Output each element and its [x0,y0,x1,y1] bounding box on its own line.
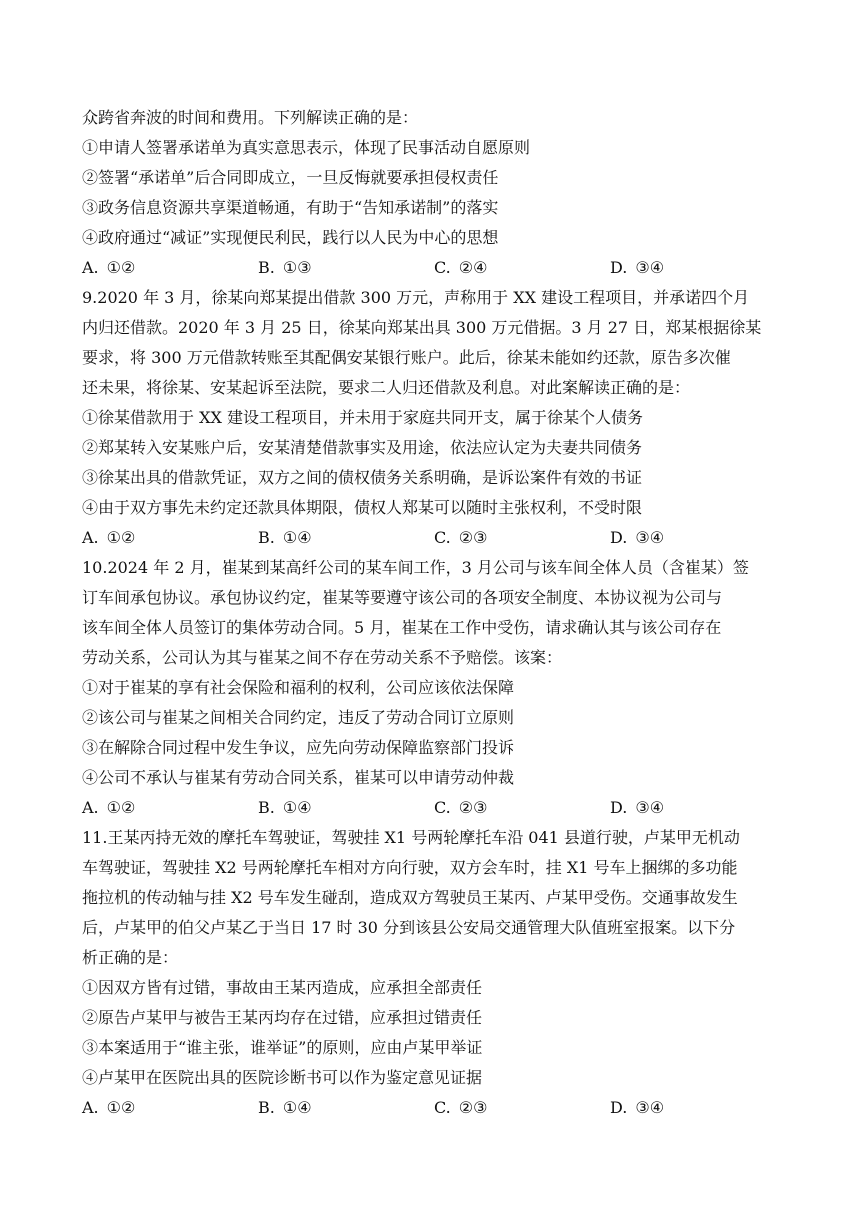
q11-option-c: C. ②③ [434,1098,488,1117]
q8-option-d: D. ③④ [610,258,665,277]
q10-options [82,798,782,818]
q10-option-d: D. ③④ [610,798,665,817]
q9-stem-line-2: 内归还借款。2020 年 3 月 25 日，徐某向郑某出具 300 万元借据。3 月 27 日，郑某根据徐某 [82,318,762,337]
q11-statement-4: ④卢某甲在医院出具的医院诊断书可以作为鉴定意见证据 [82,1068,483,1087]
q10-option-b: B. ①④ [258,798,312,817]
q10-statement-3: ③在解除合同过程中发生争议，应先向劳动保障监察部门投诉 [82,738,515,757]
q11-stem-line-1: 11.王某丙持无效的摩托车驾驶证，驾驶挂 X1 号两轮摩托车沿 041 县道行驶，卢某甲无机动 [82,828,740,847]
q8-statement-2: ②签署“承诺单”后合同即成立，一旦反悔就要承担侵权责任 [82,168,499,187]
q9-option-d: D. ③④ [610,528,665,547]
q9-stem-line-4: 还未果，将徐某、安某起诉至法院，要求二人归还借款及利息。对此案解读正确的是： [82,378,691,397]
q9-statement-1: ①徐某借款用于 XX 建设工程项目，并未用于家庭共同开支，属于徐某个人债务 [82,408,643,427]
q11-option-b: B. ①④ [258,1098,312,1117]
q8-option-c: C. ②④ [434,258,488,277]
q11-stem-line-4: 后，卢某甲的伯父卢某乙于当日 17 时 30 分到该县公安局交通管理大队值班室报案。以下分 [82,918,736,937]
q9-statement-3: ③徐某出具的借款凭证，双方之间的债权债务关系明确，是诉讼案件有效的书证 [82,468,643,487]
q10-statement-4: ④公司不承认与崔某有劳动合同关系，崔某可以申请劳动仲裁 [82,768,515,787]
q9-option-a: A. ①② [82,528,136,547]
q9-stem-line-1: 9.2020 年 3 月，徐某向郑某提出借款 300 万元，声称用于 XX 建设工程项目，并承诺四个月 [82,288,750,307]
q8-option-b: B. ①③ [258,258,312,277]
q10-stem-line-4: 劳动关系，公司认为其与崔某之间不存在劳动关系不予赔偿。该案： [82,648,563,667]
q11-stem-line-5: 析正确的是： [82,948,179,967]
q11-statement-1: ①因双方皆有过错，事故由王某丙造成，应承担全部责任 [82,978,483,997]
q10-option-a: A. ①② [82,798,136,817]
q10-stem-line-1: 10.2024 年 2 月，崔某到某高纤公司的某车间工作，3 月公司与该车间全体人员（含崔某）签 [82,558,749,577]
q11-stem-line-2: 车驾驶证，驾驶挂 X2 号两轮摩托车相对方向行驶，双方会车时，挂 X1 号车上捆绑的多功能 [82,858,738,877]
q8-statement-3: ③政务信息资源共享渠道畅通，有助于“告知承诺制”的落实 [82,198,499,217]
q9-option-b: B. ①④ [258,528,312,547]
q11-statement-3: ③本案适用于“谁主张，谁举证”的原则，应由卢某甲举证 [82,1038,483,1057]
q8-statement-1: ①申请人签署承诺单为真实意思表示，体现了民事活动自愿原则 [82,138,531,157]
q8-option-a: A. ①② [82,258,136,277]
q8-options [82,258,782,278]
q8-statement-4: ④政府通过“减证”实现便民利民，践行以人民为中心的思想 [82,228,499,247]
q8-stem-continuation: 众跨省奔波的时间和费用。下列解读正确的是： [82,108,419,127]
q11-options [82,1098,782,1118]
q10-stem-line-3: 该车间全体人员签订的集体劳动合同。5 月，崔某在工作中受伤，请求确认其与该公司存在 [82,618,722,637]
q9-statement-4: ④由于双方事先未约定还款具体期限，债权人郑某可以随时主张权利，不受时限 [82,498,643,517]
q11-stem-line-3: 拖拉机的传动轴与挂 X2 号车发生碰刮，造成双方驾驶员王某丙、卢某甲受伤。交通事故发生 [82,888,738,907]
q11-statement-2: ②原告卢某甲与被告王某丙均存在过错，应承担过错责任 [82,1008,483,1027]
q10-statement-2: ②该公司与崔某之间相关合同约定，违反了劳动合同订立原则 [82,708,515,727]
q10-option-c: C. ②③ [434,798,488,817]
q11-option-d: D. ③④ [610,1098,665,1117]
q9-stem-line-3: 要求，将 300 万元借款转账至其配偶安某银行账户。此后，徐某未能如约还款，原告多次催 [82,348,731,367]
q10-stem-line-2: 订车间承包协议。承包协议约定，崔某等要遵守该公司的各项安全制度、本协议视为公司与 [82,588,723,607]
q10-statement-1: ①对于崔某的享有社会保险和福利的权利，公司应该依法保障 [82,678,515,697]
q9-options [82,528,782,548]
q9-option-c: C. ②③ [434,528,488,547]
q9-statement-2: ②郑某转入安某账户后，安某清楚借款事实及用途，依法应认定为夫妻共同债务 [82,438,643,457]
q11-option-a: A. ①② [82,1098,136,1117]
